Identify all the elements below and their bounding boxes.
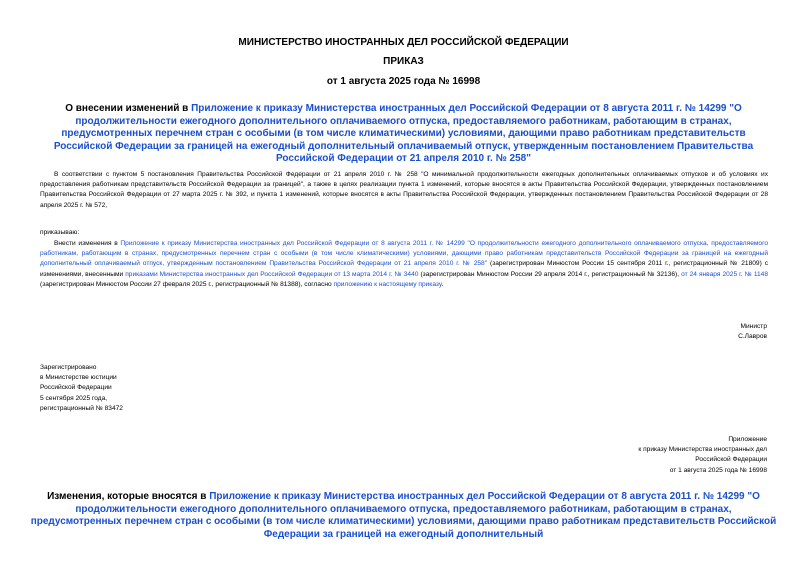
order-date: от 1 августа 2025 года № 16998: [326, 76, 481, 87]
order-heading: [45, 103, 762, 166]
signature-block: [738, 322, 767, 342]
appendix-line-2: к приказу Министерства иностранных дел: [638, 446, 767, 454]
signature-position: Министр: [740, 323, 767, 330]
body-registered-1: (зарегистрирован Минюстом России 15 сентября 2011 г., регистрационный № 21809) с изменениями, внесенными: [40, 260, 768, 278]
order-2025-link[interactable]: от 24 января 2025 г. № 1148: [681, 270, 768, 278]
preamble-paragraph: [40, 170, 768, 211]
registration-line-3: Российской Федерации: [40, 384, 112, 392]
changes-heading-prefix: Изменения, которые вносятся в: [47, 491, 210, 502]
registration-block: [40, 363, 123, 414]
body-registered-3: (зарегистрирован Минюстом России 27 февраля 2025 г., регистрационный № 81388), согласно: [40, 280, 334, 288]
order-body-paragraph: [40, 239, 768, 290]
appendix-block: [638, 435, 767, 476]
heading-prefix: О внесении изменений в: [65, 103, 192, 114]
registration-line-2: в Министерстве юстиции: [40, 374, 117, 382]
heading-appendix-link[interactable]: Приложение к приказу Министерства иностранных дел Российской Федерации от 8 августа 2011 г. № 14299 "О продолжительности ежегодного дополнительного оплачиваемого отпуска, предоставляемого работникам, работающим в странах, предусмотренных перечнем стран с особыми (в том числе климатическими) условиями, дающими право работникам представительств Российской Федерации за границей на ежегодный дополнительный оплачиваемый отпуск, утвержденным постановлением Правительства Российской Федерации от 21 апреля 2010 г. № 258": [53, 103, 754, 164]
appendix-order-link[interactable]: приложению к настоящему приказу: [333, 280, 442, 288]
changes-heading-link[interactable]: Приложение к приказу Министерства иностранных дел Российской Федерации от 8 августа 2011 г. № 14299 "О продолжительности ежегодного дополнительного оплачиваемого отпуска, предоставляемого работникам, работающим в странах, предусмотренных перечнем стран с особыми (в том числе климатическими) условиями, дающими право работникам представительств Российской Федерации за границей на ежегодный дополнительный: [30, 491, 777, 540]
orders-word: приказываю:: [40, 229, 80, 236]
registration-line-1: Зарегистрировано: [40, 364, 97, 371]
ministry-name: МИНИСТЕРСТВО ИНОСТРАННЫХ ДЕЛ РОССИЙСКОЙ ФЕДЕРАЦИИ: [238, 37, 569, 48]
signature-name: С.Лавров: [738, 333, 767, 340]
registration-line-5: регистрационный № 83472: [40, 404, 123, 412]
appendix-line-1: Приложение: [728, 436, 767, 443]
body-appendix-link[interactable]: Приложение к приказу Министерства иностранных дел Российской Федерации от 8 августа 2011 г. № 14299 "О продолжительности ежегодного дополнительного оплачиваемого отпуска, предоставляемого работникам, работающим в странах, предусмотренных перечнем стран с особыми (в том числе климатическими) условиями, дающими право работникам представительств Российской Федерации за границей на ежегодный дополнительный оплачиваемый отпуск, утвержденным постановлением Правительства Российской Федерации от 21 апреля 2010 г. № 258": [40, 240, 768, 268]
body-registered-2: (зарегистрирован Минюстом России 29 апреля 2014 г., регистрационный № 32136),: [418, 270, 682, 278]
appendix-line-3: Российской Федерации: [695, 456, 767, 464]
order-title: ПРИКАЗ: [383, 56, 424, 67]
registration-line-4: 5 сентября 2025 года,: [40, 394, 108, 402]
orders-2014-link[interactable]: приказами Министерства иностранных дел Российской Федерации от 13 марта 2014 г. № 3440: [125, 270, 419, 278]
body-text-start: Внести изменения в: [54, 240, 121, 247]
changes-heading: [30, 491, 777, 541]
appendix-line-4: от 1 августа 2025 года № 16998: [669, 466, 767, 474]
preamble-text: В соответствии с пунктом 5 постановления Правительства Российской Федерации от 21 апреля 2010 г. № 258 "О минимальной продолжительности ежегодных дополнительных оплачиваемых отпусков и об условиях их предоставления работникам представительств Российской Федерации за границей", а также в целях реализации пункта 1 изменений, которые вносятся в акты Правительства Российской Федерации, утвержденных постановлением Правительства Российской Федерации от 27 марта 2025 г. № 392, и пункта 1 изменений, которые вносятся в акты Правительства Российской Федерации, утвержденных постановлением Правительства Российской Федерации от 28 апреля 2025 г. № 572,: [40, 171, 768, 209]
body-text-end: .: [441, 280, 444, 288]
